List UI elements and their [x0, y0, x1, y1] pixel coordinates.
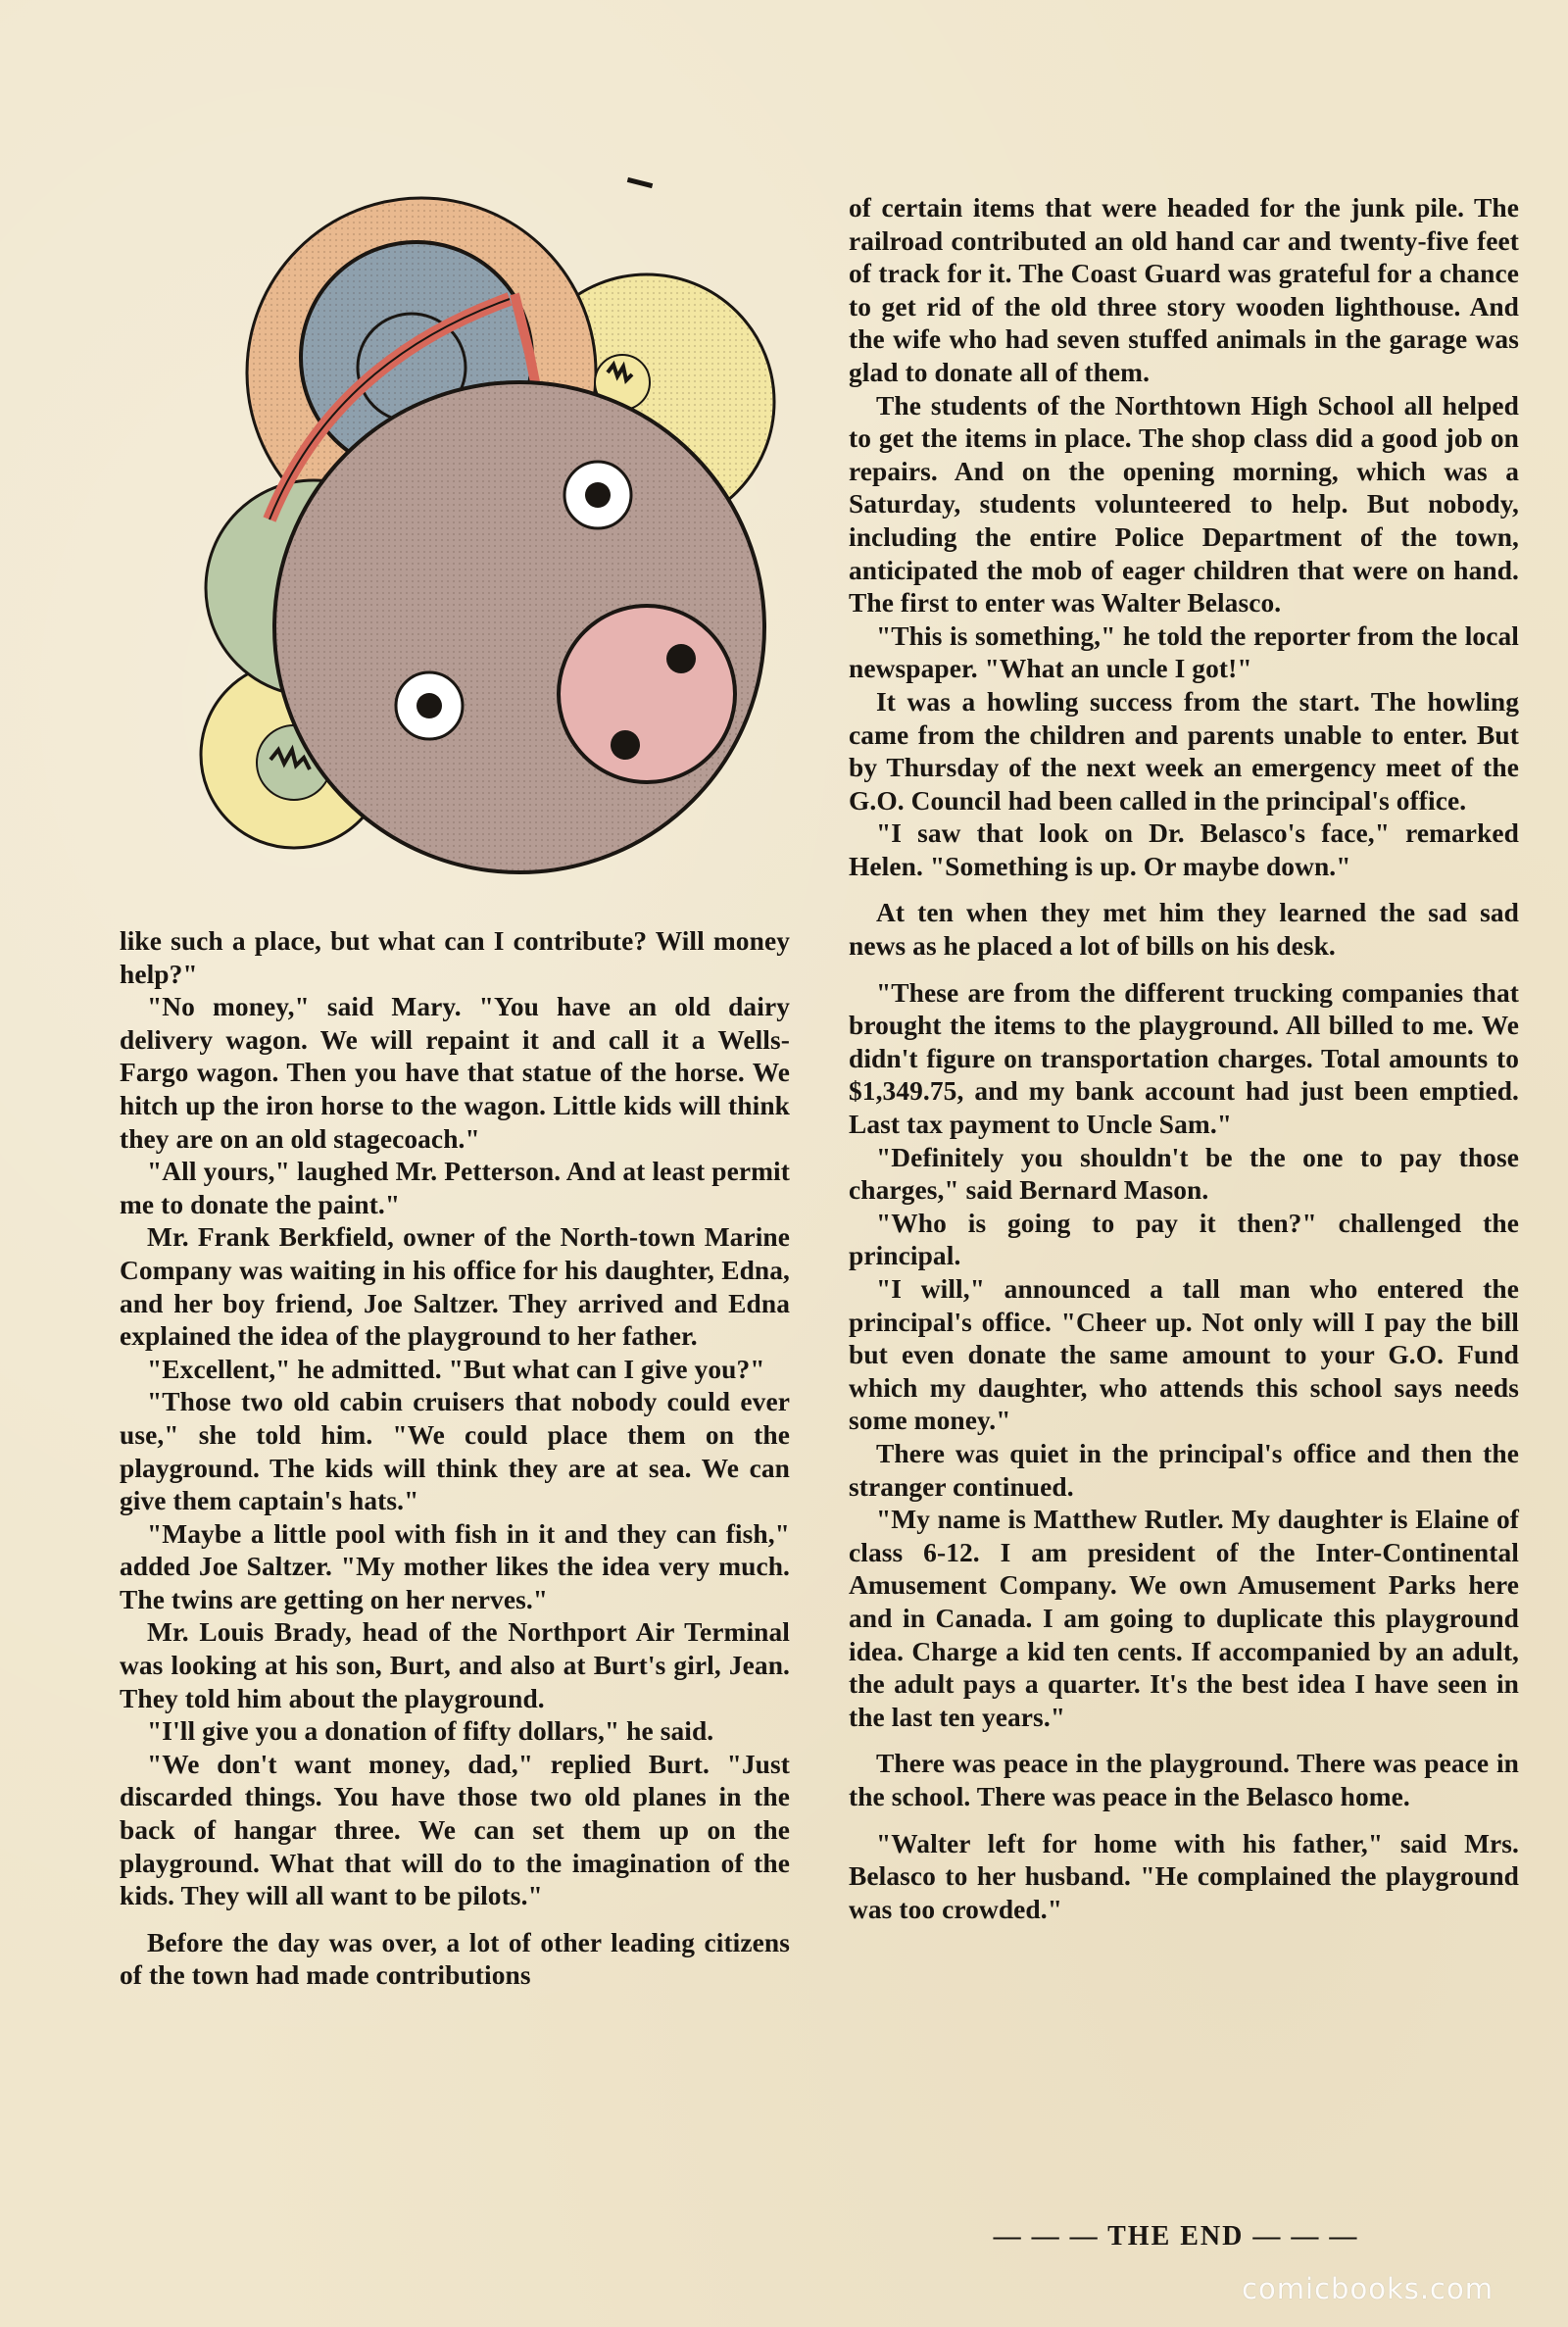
- paragraph: "I will," announced a tall man who entered the principal's office. "Cheer up. Not only will I pay the bill but even donate the same amount to your G.O. Fund which my daughter, who attends this school says needs some money.": [849, 1274, 1519, 1436]
- paragraph: "Maybe a little pool with fish in it and they can fish," added Joe Saltzer. "My mother likes the idea very much. The twins are getting on her nerves.": [120, 1518, 790, 1614]
- left-text-column: [120, 925, 790, 1993]
- paragraph: "No money," said Mary. "You have an old dairy delivery wagon. We will repaint it and call it a Wells-Fargo wagon. Then you have that statue of the horse. We hitch up the iron horse to the wagon. Little kids will think they are on an old stagecoach.": [120, 992, 790, 1154]
- pig-snout: [559, 606, 735, 782]
- pig-nostril: [666, 644, 696, 673]
- paragraph: It was a howling success from the start. The howling came from the children and parents unable to enter. But by Thursday of the next week an emergency meet of the G.O. Council had been called in the principal's office.: [849, 686, 1519, 816]
- paragraph: There was peace in the playground. There was peace in the school. There was peace in the Belasco home.: [849, 1749, 1519, 1811]
- paragraph: There was quiet in the principal's office and then the stranger continued.: [849, 1438, 1519, 1502]
- pig-face-circle-illustration: [186, 196, 833, 912]
- paragraph: "All yours," laughed Mr. Petterson. And at least permit me to donate the paint.": [120, 1157, 790, 1219]
- paragraph: "We don't want money, dad," replied Burt. "Just discarded things. You have those two old planes in the back of hangar three. We can set them up on the playground. What that will do to the imagination of the kids. They will all want to be pilots.": [120, 1749, 790, 1911]
- paragraph: "Definitely you shouldn't be the one to pay those charges," said Bernard Mason.: [849, 1142, 1519, 1206]
- paragraph: At ten when they met him they learned the sad sad news as he placed a lot of bills on his desk.: [849, 898, 1519, 962]
- paragraph: "My name is Matthew Rutler. My daughter is Elaine of class 6-12. I am president of the Inter-Continental Amusement Company. We own Amusement Parks here and in Canada. I am going to duplicate this playground idea. Charge a kid ten cents. If accompanied by an adult, the adult pays a quarter. It's the best idea I have seen in the last ten years.": [849, 1505, 1519, 1732]
- paragraph: like such a place, but what can I contribute? Will money help?": [120, 926, 790, 989]
- watermark: comicbooks.com: [1242, 2272, 1494, 2305]
- paragraph: "These are from the different trucking companies that brought the items to the playground. All billed to me. We didn't figure on transportation charges. Total amounts to $1,349.75, and my bank account had just been emptied. Last tax payment to Uncle Sam.": [849, 977, 1519, 1140]
- paragraph: "Who is going to pay it then?" challenged the principal.: [849, 1208, 1519, 1271]
- paragraph: of certain items that were headed for the junk pile. The railroad contributed an old hand car and twenty-five feet of track for it. The Coast Guard was grateful for a chance to get rid of the old three story wooden lighthouse. And the wife who had seven stuffed animals in the garage was glad to donate all of them.: [849, 193, 1519, 387]
- paragraph: "Walter left for home with his father," said Mrs. Belasco to her husband. "He complained the playground was too crowded.": [849, 1828, 1519, 1924]
- right-text-column: [849, 192, 1519, 1926]
- paragraph: "This is something," he told the reporter from the local newspaper. "What an uncle I got!": [849, 620, 1519, 684]
- paragraph: "Excellent," he admitted. "But what can I give you?": [147, 1354, 765, 1384]
- paragraph: Before the day was over, a lot of other leading citizens of the town had made contributions: [120, 1927, 790, 1991]
- paragraph: "I'll give you a donation of fifty dollars," he said.: [147, 1716, 714, 1747]
- pig-nostril: [611, 730, 640, 760]
- paragraph: Mr. Louis Brady, head of the Northport Air Terminal was looking at his son, Burt, and also at Burt's girl, Jean. They told him about the playground.: [120, 1617, 790, 1713]
- paragraph: Mr. Frank Berkfield, owner of the North-town Marine Company was waiting in his office for his daughter, Edna, and her boy friend, Joe Saltzer. They arrived and Edna explained the idea of the playground to her father.: [120, 1222, 790, 1352]
- ink-mark: [627, 177, 653, 188]
- paragraph: "Those two old cabin cruisers that nobody could ever use," she told him. "We could place them on the playground. The kids will think they are at sea. We can give them captain's hats.": [120, 1387, 790, 1516]
- paragraph: The students of the Northtown High School all helped to get the items in place. The shop class did a good job on repairs. And on the opening morning, which was a Saturday, students volunteered to help. But nobody, including the entire Police Department of the town, anticipated the mob of eager children that were on hand. The first to enter was Walter Belasco.: [849, 390, 1519, 619]
- paragraph: "I saw that look on Dr. Belasco's face," remarked Helen. "Something is up. Or maybe down.": [849, 818, 1519, 881]
- the-end-marker: — — — THE END — — —: [993, 2221, 1359, 2252]
